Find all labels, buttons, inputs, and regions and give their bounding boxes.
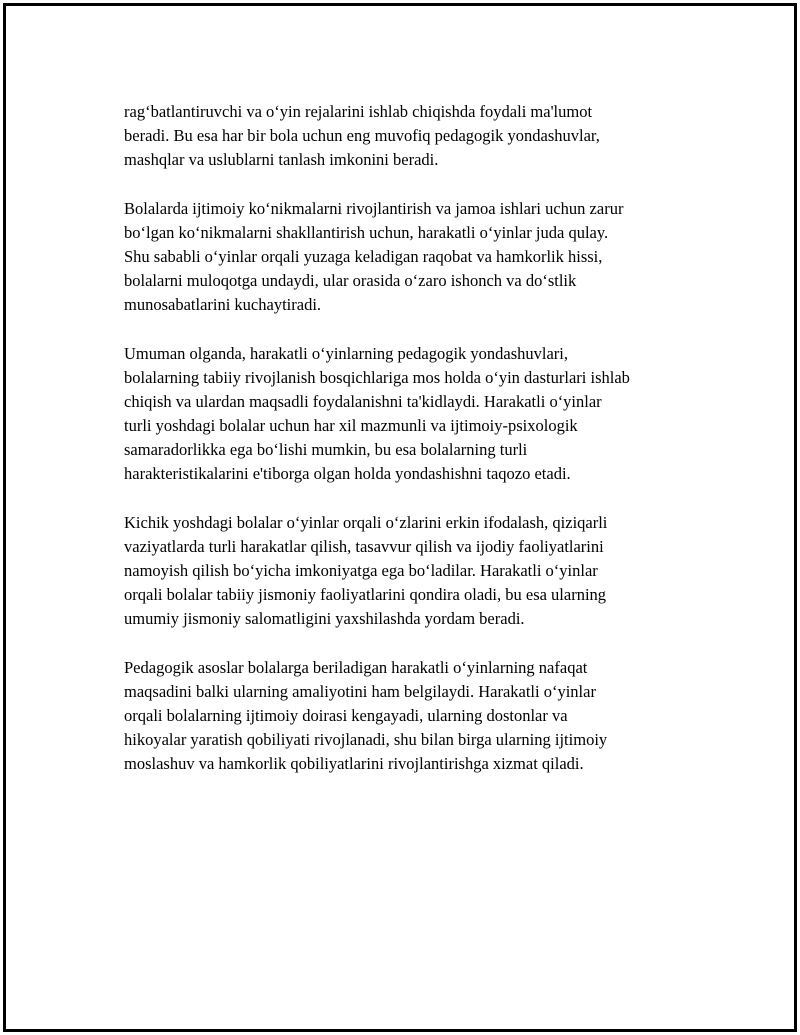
text-line: orqali bolalarning ijtimoiy doirasi kengayadi, ularning dostonlar va <box>124 706 568 725</box>
text-line: chiqish va ulardan maqsadli foydalanishni ta'kidlaydi. Harakatli o‘yinlar <box>124 392 602 411</box>
text-line: Shu sababli o‘yinlar orqali yuzaga keladigan raqobat va hamkorlik hissi, <box>124 247 603 266</box>
paragraph-1 <box>124 100 704 172</box>
text-line: Bolalarda ijtimoiy ko‘nikmalarni rivojlantirish va jamoa ishlari uchun zarur <box>124 199 624 218</box>
text-line: umumiy jismoniy salomatligini yaxshilashda yordam beradi. <box>124 609 525 628</box>
text-line: Kichik yoshdagi bolalar o‘yinlar orqali o‘zlarini erkin ifodalash, qiziqarli <box>124 513 608 532</box>
text-line: turli yoshdagi bolalar uchun har xil mazmunli va ijtimoiy-psixologik <box>124 416 578 435</box>
paragraph-2 <box>124 197 704 317</box>
text-line: harakteristikalarini e'tiborga olgan holda yondashishni taqozo etadi. <box>124 464 571 483</box>
text-line: munosabatlarini kuchaytiradi. <box>124 295 322 314</box>
text-line: Pedagogik asoslar bolalarga beriladigan harakatli o‘yinlarning nafaqat <box>124 658 588 677</box>
text-line: bolalarni muloqotga undaydi, ular orasida o‘zaro ishonch va do‘stlik <box>124 271 577 290</box>
document-page <box>3 3 797 1032</box>
text-line: hikoyalar yaratish qobiliyati rivojlanadi, shu bilan birga ularning ijtimoiy <box>124 730 608 749</box>
paragraph-5 <box>124 656 704 776</box>
document-body <box>124 100 704 801</box>
text-line: bolalarning tabiiy rivojlanish bosqichlariga mos holda o‘yin dasturlari ishlab <box>124 368 630 387</box>
text-line: Umuman olganda, harakatli o‘yinlarning pedagogik yondashuvlari, <box>124 344 569 363</box>
text-line: orqali bolalar tabiiy jismoniy faoliyatlarini qondira oladi, bu esa ularning <box>124 585 607 604</box>
text-line: mashqlar va uslublarni tanlash imkonini beradi. <box>124 150 439 169</box>
paragraph-3 <box>124 342 704 486</box>
text-line: samaradorlikka ega bo‘lishi mumkin, bu esa bolalarning turli <box>124 440 528 459</box>
text-line: rag‘batlantiruvchi va o‘yin rejalarini ishlab chiqishda foydali ma'lumot <box>124 102 593 121</box>
text-line: bo‘lgan ko‘nikmalarni shakllantirish uchun, harakatli o‘yinlar juda qulay. <box>124 223 609 242</box>
text-line: maqsadini balki ularning amaliyotini ham belgilaydi. Harakatli o‘yinlar <box>124 682 596 701</box>
text-line: beradi. Bu esa har bir bola uchun eng muvofiq pedagogik yondashuvlar, <box>124 126 600 145</box>
text-line: vaziyatlarda turli harakatlar qilish, tasavvur qilish va ijodiy faoliyatlarini <box>124 537 604 556</box>
paragraph-4 <box>124 511 704 631</box>
text-line: namoyish qilish bo‘yicha imkoniyatga ega bo‘ladilar. Harakatli o‘yinlar <box>124 561 598 580</box>
text-line: moslashuv va hamkorlik qobiliyatlarini rivojlantirishga xizmat qiladi. <box>124 754 584 773</box>
